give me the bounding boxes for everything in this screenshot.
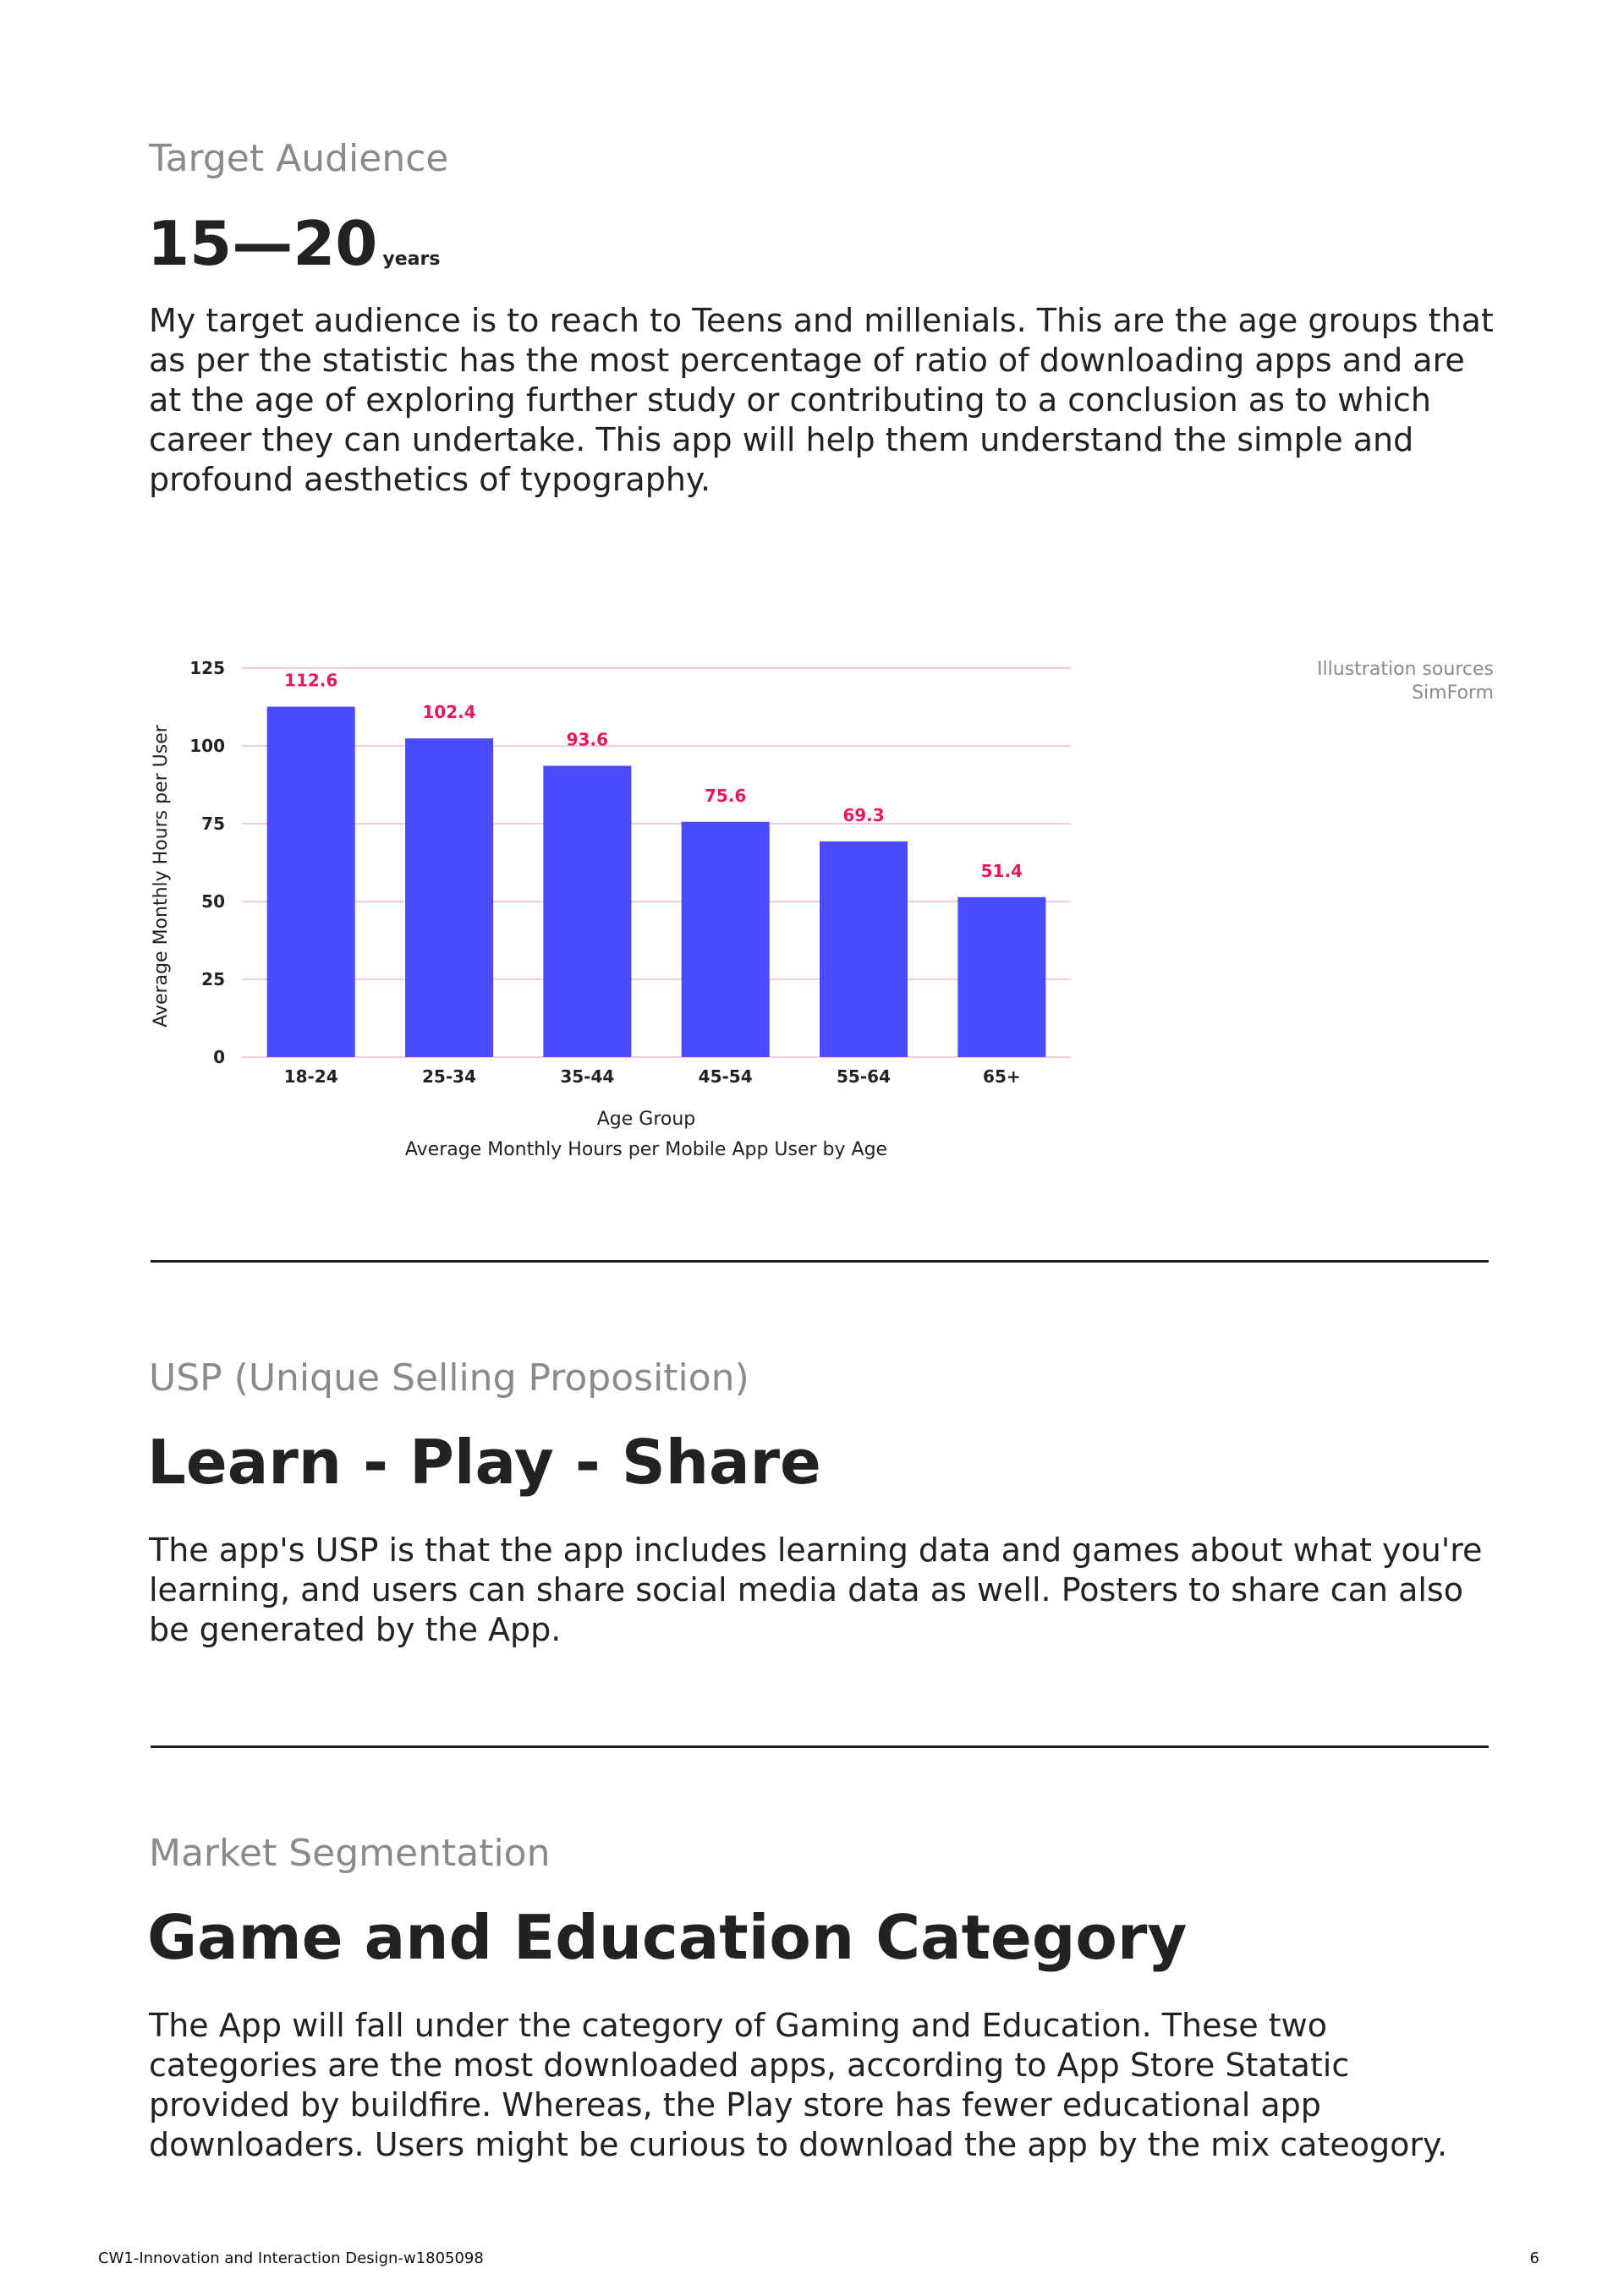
bar-value-label: 51.4	[980, 860, 1023, 881]
x-tick-label: 45-54	[698, 1066, 753, 1087]
footer-course-label: CW1-Innovation and Interaction Design-w1805098	[98, 2249, 484, 2267]
y-tick-label: 25	[201, 969, 225, 989]
age-usage-chart-svg	[144, 643, 1091, 1167]
y-tick-label: 50	[201, 891, 225, 912]
footer-page-number: 6	[1529, 2249, 1539, 2267]
age-range-heading	[147, 208, 440, 279]
market-segmentation-label: Market Segmentation	[149, 1832, 551, 1875]
usp-label: USP (Unique Selling Proposition)	[149, 1356, 749, 1400]
divider-1	[151, 1260, 1489, 1263]
x-tick-label: 55-64	[837, 1066, 891, 1087]
usp-heading: Learn - Play - Share	[147, 1427, 821, 1498]
bar	[405, 738, 493, 1057]
bar-value-label: 69.3	[842, 804, 885, 825]
x-tick-label: 25-34	[422, 1066, 476, 1087]
source-line-1: Illustration sources	[1317, 659, 1494, 680]
target-audience-paragraph: My target audience is to reach to Teens and millenials. This are the age groups that as per the statistic has the most percentage of ratio of downloading apps and are at the age of exploring further study or contributing to a conclusion as to which career they can undertake. This app will help them understand the simple and profound aesthetics of typography.	[149, 302, 1494, 498]
target-audience-label: Target Audience	[149, 137, 449, 180]
y-tick-label: 0	[213, 1047, 225, 1067]
market-paragraph: The App will fall under the category of Gaming and Education. These two categories are the most downloaded apps, according to App Store Statatic provided by buildfire. Whereas, the Play store has fewer educational app downloaders. Users might be curious to download the app by the mix cateogory.	[149, 2007, 1448, 2163]
bar-value-label: 102.4	[422, 702, 476, 723]
x-tick-label: 18-24	[283, 1066, 338, 1087]
bar	[267, 707, 355, 1057]
age-range-unit: years	[382, 249, 441, 270]
age-usage-chart	[144, 643, 1091, 1167]
bar-value-label: 112.6	[284, 670, 338, 691]
bar	[682, 822, 770, 1057]
x-tick-label: 35-44	[560, 1066, 615, 1087]
bar	[820, 841, 908, 1057]
x-axis-label: Age Group	[596, 1109, 696, 1130]
chart-title: Average Monthly Hours per Mobile App User by Age	[404, 1139, 888, 1160]
bar	[543, 766, 631, 1057]
bar-value-label: 93.6	[566, 729, 609, 750]
source-line-2: SimForm	[1412, 682, 1494, 704]
illustration-source	[1218, 658, 1494, 705]
bar	[957, 897, 1045, 1057]
y-tick-label: 75	[201, 814, 225, 834]
market-heading: Game and Education Category	[147, 1902, 1188, 1973]
bar-value-label: 75.6	[704, 785, 747, 806]
x-tick-label: 65+	[983, 1066, 1021, 1087]
y-tick-label: 125	[189, 658, 225, 678]
y-axis-label: Average Monthly Hours per User	[151, 725, 172, 1027]
age-range-value: 15—20	[147, 208, 378, 279]
usp-paragraph: The app's USP is that the app includes learning data and games about what you're learning, and users can share social media data as well. Posters to share can also be generated by the App.	[149, 1532, 1483, 1648]
divider-2	[151, 1745, 1489, 1748]
y-tick-label: 100	[189, 736, 225, 756]
